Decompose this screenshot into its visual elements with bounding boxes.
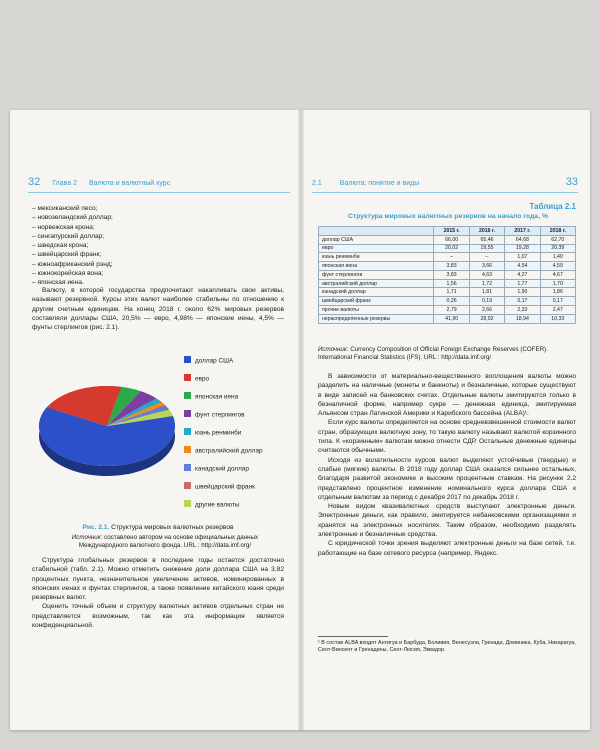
table-cell: 1,07 [505, 253, 540, 262]
table-row [319, 297, 576, 306]
right-page-number: 33 [565, 176, 578, 188]
table-header-row [319, 227, 576, 236]
table-cell: 1,70 [540, 279, 575, 288]
table-cell: 66,00 [434, 235, 469, 244]
currency-list-item: – южноафриканский рэнд; [32, 260, 282, 269]
right-running-head [312, 176, 578, 190]
table-cell: 4,67 [540, 270, 575, 279]
table-cell: 10,33 [540, 314, 575, 323]
table-cell: 41,90 [434, 314, 469, 323]
table-cell: 28,92 [469, 314, 504, 323]
table-cell: 4,54 [505, 262, 540, 271]
table-cell: 0,19 [469, 297, 504, 306]
currency-list-item: – южнокорейская вона; [32, 269, 282, 278]
legend-swatch [184, 410, 191, 417]
table-cell: 4,59 [540, 262, 575, 271]
table-row [319, 314, 576, 323]
table-cell: 0,17 [505, 297, 540, 306]
left-paragraph-1: Валюту, в которой государства предпочитают накапливать свои активы, называют резервной. Курсы этих валют наиболее стабильны по отношению к другим счетным единицам. На конец 2018 г. около 62% мировых резервов составляли доллары США, 20,5% — евро, 4,98% — японские иены, 4,5% — фунты стерлингов (рис. 2.1). [32, 287, 284, 332]
legend-swatch [184, 374, 191, 381]
table-source-text: Currency Composition of Official Foreign Exchange Reserves (COFER). International Financial Statistics (IFS). URL : http://data.imf.org/ [318, 346, 548, 362]
footnote-rule [318, 636, 388, 637]
table-cell: 64,68 [505, 235, 540, 244]
table-cell: 0,26 [434, 297, 469, 306]
table-cell: 2,33 [505, 306, 540, 315]
table-row [319, 288, 576, 297]
right-chapter: 2.1 [312, 180, 322, 187]
table-cell: 1,90 [505, 288, 540, 297]
legend-swatch [184, 500, 191, 507]
legend-swatch [184, 356, 191, 363]
figure-label: Рис. 2.1. [82, 524, 110, 531]
table-cell: 3,83 [434, 270, 469, 279]
table-title: Структура мировых валютных резервов на начало года, % [347, 213, 549, 220]
table-cell: 2,66 [469, 306, 504, 315]
right-page [304, 110, 590, 730]
table-cell: 1,81 [469, 288, 504, 297]
book-spread [10, 110, 590, 730]
currency-list-item: – швейцарский франк; [32, 250, 282, 259]
table-cell: 19,28 [505, 244, 540, 253]
right-paragraph: Исходя из волатильности курсов валют выделяют устойчивые (твердые) и слабые (мягкие) валюты. В 2018 году доллар США оказался сильнее остальных, благодаря развитой экономике и высоким процентным ставкам. На рисунке 2.2 представлено процентное изменение номинального курса доллара США к отдельным валютам за период с декабря 2017 по декабрь 2018 г. [318, 456, 576, 501]
legend-swatch [184, 464, 191, 471]
legend-label: юань ренминби [195, 429, 242, 437]
right-section: Валюта: понятие и виды [339, 180, 420, 187]
table-row-label: японская иена [319, 262, 434, 271]
table-row [319, 279, 576, 288]
table-row-label: нераспределенные резервы [319, 314, 434, 323]
table-cell: 62,70 [540, 235, 575, 244]
table-row [319, 235, 576, 244]
table-cell: 4,63 [469, 270, 504, 279]
table-row-label: австралийский доллар [319, 279, 434, 288]
figure-source-label: Источник: [71, 534, 103, 541]
table-row [319, 306, 576, 315]
currency-list-item: – норвежская крона; [32, 223, 282, 232]
table-source [318, 346, 576, 363]
legend-swatch [184, 482, 191, 489]
figure-source [50, 534, 280, 551]
right-paragraph: С юридической точки зрения выделяют электронные деньги на базе сетей, т.е. работающие на базе сетевого ресурса (например, Яндекс. [318, 540, 576, 557]
table-header-cell: 2018 г. [540, 227, 575, 236]
currency-list [32, 204, 282, 288]
right-paragraph: Если курс валюты определяется на основе средневзвешенной стоимости валют стран, образующих валютную зону, то такую валюту называют валютой корзинного типа. К «корзинным» валютам можно отнести СДР. Остальные денежные единицы считаются обычными. [318, 419, 576, 455]
table-cell: 1,40 [540, 253, 575, 262]
legend-swatch [184, 446, 191, 453]
right-paragraph: Новым видом квазивалютных средств выступают электронные деньги. Электронные деньги, как правило, эмитируется небанковскими организациями и хранятся на электронных носителях. Таким образом, необходимо разделять электронные и безналичные средства. [318, 503, 576, 539]
table-row-label: прочие валюты [319, 306, 434, 315]
figure-title: Структура мировых валютных резервов [111, 524, 234, 531]
table-row [319, 253, 576, 262]
table-cell: 3,66 [469, 262, 504, 271]
left-paragraph-2: Структура глобальных резервов в последние годы остается достаточно стабильной (табл. 2.1). Можно отметить снижение доли доллара США на 3,82 процентных пункта, незначительное увеличение активов, номинированных в японских иенах и фунтах стерлингов, а также появление китайского юаня среди резервных валют. Оценить точный объем и структуру валютных активов отдельных стран не представляется возможным, так как эта информация является конфиденциальной. [32, 557, 284, 630]
pie-chart [32, 348, 292, 518]
reserves-table [318, 226, 576, 324]
currency-list-item: – новозеландский доллар; [32, 213, 282, 222]
currency-list-item: – шведская крона; [32, 241, 282, 250]
table-cell: 2,79 [434, 306, 469, 315]
legend-label: другие валюты [195, 501, 240, 509]
table-cell: 20,39 [540, 244, 575, 253]
table-cell: 1,72 [469, 279, 504, 288]
left-chapter: Глава 2 [52, 180, 77, 187]
legend-label: канадский доллар [195, 465, 249, 473]
table-source-label: Источник: [318, 346, 349, 353]
table-header-cell [319, 227, 434, 236]
table-header-cell: 2017 г. [505, 227, 540, 236]
table-cell: 65,46 [469, 235, 504, 244]
table-header-cell: 2016 г. [469, 227, 504, 236]
left-page-number: 32 [28, 176, 41, 188]
table-row-label: доллар США [319, 235, 434, 244]
right-body-text [318, 372, 576, 558]
table-row [319, 270, 576, 279]
figure-source-text: составлено автором на основе официальных данных Международного валютного фонда. URL : http://data.imf.org/ [78, 534, 259, 550]
left-section: Валюта и валютный курс [89, 180, 171, 187]
figure-caption [32, 524, 284, 531]
table-row-label: швейцарский франк [319, 297, 434, 306]
currency-list-item: – сингапурский доллар; [32, 232, 282, 241]
table-cell: 1,71 [434, 288, 469, 297]
table-cell: 19,55 [469, 244, 504, 253]
legend-label: евро [195, 375, 210, 383]
table-cell: 2,47 [540, 306, 575, 315]
table-row [319, 262, 576, 271]
table-header-cell: 2015 г. [434, 227, 469, 236]
table-cell: 1,56 [434, 279, 469, 288]
left-head-rule [28, 192, 290, 193]
table-cell: 18,94 [505, 314, 540, 323]
table-cell: 1,77 [505, 279, 540, 288]
table-cell: – [469, 253, 504, 262]
currency-list-item: – мексиканский песо; [32, 204, 282, 213]
left-page [10, 110, 298, 730]
table-cell: 4,27 [505, 270, 540, 279]
table-row [319, 244, 576, 253]
table-row-label: фунт стерлингов [319, 270, 434, 279]
right-head-rule [312, 192, 578, 193]
legend-label: японская иена [195, 393, 239, 401]
legend-label: австралийский доллар [195, 447, 263, 455]
table-row-label: юань ренминби [319, 253, 434, 262]
legend-swatch [184, 392, 191, 399]
table-cell: 1,86 [540, 288, 575, 297]
table-cell: 3,83 [434, 262, 469, 271]
table-cell: 0,17 [540, 297, 575, 306]
left-running-head [28, 176, 170, 190]
table-cell: – [434, 253, 469, 262]
table-cell: 20,02 [434, 244, 469, 253]
footnote: ¹ В состав ALBA входят Антигуа и Барбуда, Боливия, Венесуэла, Гренада, Доминика, Куба, Никарагуа, Сент-Винсент и Гренадины, Сент-Люсия, Эквадор. [318, 640, 576, 654]
currency-list-item: – японская иена. [32, 278, 282, 287]
legend-label: швейцарский франк [195, 483, 255, 491]
table-label: Таблица 2.1 [529, 202, 576, 211]
table-row-label: евро [319, 244, 434, 253]
legend-label: доллар США [195, 357, 234, 365]
table-row-label: канадский доллар [319, 288, 434, 297]
right-paragraph: В зависимости от материально-вещественного воплощения валюты можно разделить на наличные (монеты и банкноты) и безналичные, которые существуют в виде записей на банковских счетах. Отдельные валюты эмитируются только в безналичной форме, например сукре — денежная единица, эмитируемая Альянсом стран Латинской Америки и Карибского бассейна (ALBA)¹. [318, 373, 576, 418]
pie-chart-svg [32, 348, 292, 518]
legend-label: фунт стерлингов [195, 411, 245, 419]
legend-swatch [184, 428, 191, 435]
